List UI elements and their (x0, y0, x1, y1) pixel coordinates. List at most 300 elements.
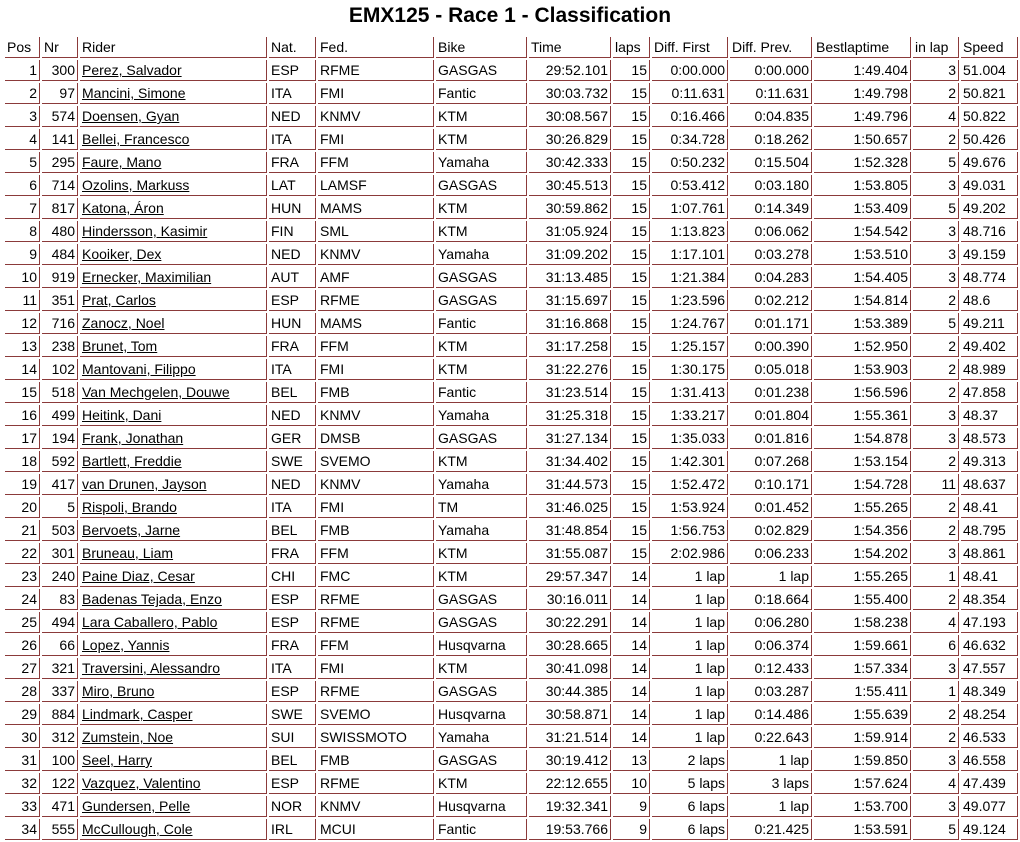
cell-bestlaptime: 1:55.361 (814, 405, 911, 426)
cell-nat: BEL (269, 750, 316, 771)
rider-link[interactable]: Heitink, Dani (82, 407, 162, 423)
cell-pos: 31 (5, 750, 40, 771)
cell-diff-prev: 1 lap (730, 796, 812, 817)
cell-laps: 15 (613, 428, 650, 449)
cell-diff-first: 1 lap (652, 681, 728, 702)
cell-bestlaptime: 1:53.154 (814, 451, 911, 472)
cell-time: 30:41.098 (529, 658, 611, 679)
cell-speed: 48.41 (961, 497, 1018, 518)
cell-bike: KTM (436, 359, 527, 380)
cell-nr: 480 (42, 221, 78, 242)
cell-diff-prev: 0:04.283 (730, 267, 812, 288)
cell-time: 31:48.854 (529, 520, 611, 541)
table-row (5, 405, 1018, 426)
cell-nat: ITA (269, 129, 316, 150)
cell-fed: LAMSF (318, 175, 434, 196)
cell-bestlaptime: 1:49.404 (814, 60, 911, 81)
rider-link[interactable]: Katona, Áron (82, 200, 164, 216)
cell-laps: 15 (613, 221, 650, 242)
cell-laps: 15 (613, 129, 650, 150)
cell-bike: Yamaha (436, 520, 527, 541)
cell-pos: 26 (5, 635, 40, 656)
cell-pos: 25 (5, 612, 40, 633)
cell-pos: 28 (5, 681, 40, 702)
cell-nr: 592 (42, 451, 78, 472)
rider-link[interactable]: Bellei, Francesco (82, 131, 190, 147)
cell-laps: 9 (613, 796, 650, 817)
cell-fed: KNMV (318, 106, 434, 127)
cell-time: 31:34.402 (529, 451, 611, 472)
cell-in-lap: 3 (913, 221, 959, 242)
cell-bike: Yamaha (436, 405, 527, 426)
cell-bestlaptime: 1:54.356 (814, 520, 911, 541)
cell-nr: 240 (42, 566, 78, 587)
rider-link[interactable]: Frank, Jonathan (82, 430, 184, 446)
cell-laps: 9 (613, 819, 650, 840)
cell-nr: 300 (42, 60, 78, 81)
cell-in-lap: 5 (913, 819, 959, 840)
cell-diff-first: 1:25.157 (652, 336, 728, 357)
rider-link[interactable]: Ernecker, Maximilian (82, 269, 212, 285)
cell-diff-first: 1:31.413 (652, 382, 728, 403)
cell-speed: 49.077 (961, 796, 1018, 817)
cell-time: 30:28.665 (529, 635, 611, 656)
cell-rider (80, 658, 267, 679)
cell-diff-prev: 0:12.433 (730, 658, 812, 679)
cell-nat: ITA (269, 359, 316, 380)
cell-time: 31:17.258 (529, 336, 611, 357)
cell-in-lap: 3 (913, 267, 959, 288)
cell-bestlaptime: 1:54.814 (814, 290, 911, 311)
rider-link[interactable]: Mantovani, Filippo (82, 361, 196, 377)
cell-rider (80, 405, 267, 426)
cell-rider (80, 773, 267, 794)
table-row (5, 336, 1018, 357)
cell-diff-first: 1:17.101 (652, 244, 728, 265)
cell-diff-prev: 0:05.018 (730, 359, 812, 380)
cell-nr: 295 (42, 152, 78, 173)
table-row (5, 152, 1018, 173)
cell-bike: KTM (436, 221, 527, 242)
rider-link[interactable]: Mancini, Simone (82, 85, 186, 101)
rider-link[interactable]: Faure, Mano (82, 154, 162, 170)
cell-laps: 15 (613, 175, 650, 196)
column-header-nr: Nr (42, 37, 78, 58)
cell-nat: NED (269, 405, 316, 426)
cell-fed: FMC (318, 566, 434, 587)
cell-fed: SWISSMOTO (318, 727, 434, 748)
cell-bestlaptime: 1:53.389 (814, 313, 911, 334)
cell-rider (80, 681, 267, 702)
rider-link[interactable]: Doensen, Gyan (82, 108, 180, 124)
cell-diff-prev: 0:04.835 (730, 106, 812, 127)
cell-bestlaptime: 1:52.950 (814, 336, 911, 357)
column-header-laps: laps (613, 37, 650, 58)
cell-nr: 884 (42, 704, 78, 725)
cell-in-lap: 4 (913, 612, 959, 633)
cell-time: 30:16.011 (529, 589, 611, 610)
cell-rider (80, 750, 267, 771)
cell-time: 30:22.291 (529, 612, 611, 633)
cell-fed: MAMS (318, 313, 434, 334)
cell-nr: 471 (42, 796, 78, 817)
cell-diff-first: 0:50.232 (652, 152, 728, 173)
rider-link[interactable]: Rispoli, Brando (82, 499, 177, 515)
cell-pos: 27 (5, 658, 40, 679)
cell-bike: Yamaha (436, 727, 527, 748)
cell-diff-prev: 0:01.171 (730, 313, 812, 334)
cell-nr: 66 (42, 635, 78, 656)
cell-diff-first: 1:56.753 (652, 520, 728, 541)
cell-time: 31:22.276 (529, 359, 611, 380)
rider-link[interactable]: van Drunen, Jayson (82, 476, 207, 492)
cell-diff-prev: 1 lap (730, 750, 812, 771)
cell-diff-prev: 0:11.631 (730, 83, 812, 104)
cell-speed: 48.716 (961, 221, 1018, 242)
cell-fed: FFM (318, 543, 434, 564)
cell-fed: FMI (318, 497, 434, 518)
cell-rider (80, 819, 267, 840)
cell-pos: 21 (5, 520, 40, 541)
cell-nat: ESP (269, 773, 316, 794)
cell-diff-prev: 0:22.643 (730, 727, 812, 748)
cell-nat: BEL (269, 382, 316, 403)
cell-in-lap: 3 (913, 60, 959, 81)
cell-diff-first: 1 lap (652, 704, 728, 725)
cell-fed: SVEMO (318, 451, 434, 472)
cell-bike: KTM (436, 451, 527, 472)
cell-nr: 499 (42, 405, 78, 426)
cell-diff-prev: 0:03.287 (730, 681, 812, 702)
cell-nr: 141 (42, 129, 78, 150)
cell-diff-first: 2:02.986 (652, 543, 728, 564)
cell-in-lap: 6 (913, 635, 959, 656)
table-row (5, 290, 1018, 311)
cell-rider (80, 198, 267, 219)
cell-laps: 15 (613, 497, 650, 518)
rider-link[interactable]: Brunet, Tom (82, 338, 158, 354)
table-row (5, 175, 1018, 196)
cell-pos: 33 (5, 796, 40, 817)
cell-nat: BEL (269, 520, 316, 541)
cell-nat: CHI (269, 566, 316, 587)
table-row (5, 244, 1018, 265)
cell-laps: 15 (613, 267, 650, 288)
cell-bestlaptime: 1:54.878 (814, 428, 911, 449)
cell-pos: 24 (5, 589, 40, 610)
cell-pos: 17 (5, 428, 40, 449)
cell-pos: 5 (5, 152, 40, 173)
table-row (5, 451, 1018, 472)
cell-bestlaptime: 1:57.334 (814, 658, 911, 679)
cell-diff-first: 5 laps (652, 773, 728, 794)
cell-nat: ESP (269, 60, 316, 81)
rider-link[interactable]: Perez, Salvador (82, 62, 182, 78)
cell-nr: 97 (42, 83, 78, 104)
cell-bike: Husqvarna (436, 635, 527, 656)
cell-pos: 16 (5, 405, 40, 426)
cell-pos: 12 (5, 313, 40, 334)
cell-in-lap: 3 (913, 244, 959, 265)
cell-time: 31:13.485 (529, 267, 611, 288)
cell-speed: 48.349 (961, 681, 1018, 702)
rider-link[interactable]: McCullough, Cole (82, 821, 193, 837)
cell-nat: NED (269, 474, 316, 495)
cell-nat: IRL (269, 819, 316, 840)
cell-nat: FRA (269, 635, 316, 656)
cell-bike: KTM (436, 129, 527, 150)
cell-fed: KNMV (318, 405, 434, 426)
cell-diff-first: 1 lap (652, 589, 728, 610)
cell-rider (80, 60, 267, 81)
cell-bestlaptime: 1:49.798 (814, 83, 911, 104)
cell-in-lap: 2 (913, 704, 959, 725)
cell-pos: 18 (5, 451, 40, 472)
cell-bestlaptime: 1:53.409 (814, 198, 911, 219)
cell-diff-first: 1 lap (652, 727, 728, 748)
cell-speed: 49.202 (961, 198, 1018, 219)
cell-speed: 49.313 (961, 451, 1018, 472)
rider-link[interactable]: Paine Diaz, Cesar (82, 568, 195, 584)
table-row (5, 129, 1018, 150)
cell-diff-prev: 0:03.278 (730, 244, 812, 265)
cell-speed: 49.402 (961, 336, 1018, 357)
cell-nat: NED (269, 106, 316, 127)
cell-fed: FMB (318, 520, 434, 541)
cell-bike: Yamaha (436, 152, 527, 173)
cell-speed: 46.533 (961, 727, 1018, 748)
cell-in-lap: 3 (913, 796, 959, 817)
cell-diff-prev: 0:10.171 (730, 474, 812, 495)
rider-link[interactable]: Bruneau, Liam (82, 545, 174, 561)
table-row (5, 681, 1018, 702)
cell-pos: 34 (5, 819, 40, 840)
cell-diff-prev: 0:01.804 (730, 405, 812, 426)
cell-rider (80, 129, 267, 150)
cell-pos: 32 (5, 773, 40, 794)
cell-laps: 15 (613, 543, 650, 564)
cell-bike: Fantic (436, 313, 527, 334)
rider-link[interactable]: Van Mechgelen, Douwe (82, 384, 230, 400)
cell-time: 30:45.513 (529, 175, 611, 196)
cell-rider (80, 336, 267, 357)
rider-link[interactable]: Kooiker, Dex (82, 246, 162, 262)
cell-speed: 49.676 (961, 152, 1018, 173)
cell-time: 31:21.514 (529, 727, 611, 748)
cell-bike: GASGAS (436, 267, 527, 288)
cell-time: 30:44.385 (529, 681, 611, 702)
rider-link[interactable]: Seel, Harry (82, 752, 153, 768)
cell-diff-prev: 0:18.664 (730, 589, 812, 610)
rider-link[interactable]: Bartlett, Freddie (82, 453, 182, 469)
cell-rider (80, 428, 267, 449)
cell-rider (80, 290, 267, 311)
cell-nat: ESP (269, 589, 316, 610)
cell-rider (80, 474, 267, 495)
cell-diff-first: 0:34.728 (652, 129, 728, 150)
cell-laps: 15 (613, 405, 650, 426)
cell-bike: GASGAS (436, 60, 527, 81)
cell-diff-first: 1:33.217 (652, 405, 728, 426)
column-header-pos: Pos (5, 37, 40, 58)
cell-speed: 49.031 (961, 175, 1018, 196)
cell-nr: 83 (42, 589, 78, 610)
cell-nat: SWE (269, 451, 316, 472)
cell-diff-first: 1 lap (652, 635, 728, 656)
column-header-nat: Nat. (269, 37, 316, 58)
cell-diff-prev: 0:06.062 (730, 221, 812, 242)
cell-nat: AUT (269, 267, 316, 288)
cell-pos: 22 (5, 543, 40, 564)
page-title: EMX125 - Race 1 - Classification (348, 4, 672, 27)
cell-laps: 15 (613, 359, 650, 380)
cell-pos: 7 (5, 198, 40, 219)
rider-link[interactable]: Hindersson, Kasimir (82, 223, 208, 239)
cell-bike: GASGAS (436, 290, 527, 311)
cell-bestlaptime: 1:58.238 (814, 612, 911, 633)
rider-link[interactable]: Badenas Tejada, Enzo (82, 591, 222, 607)
rider-link[interactable]: Bervoets, Jarne (82, 522, 181, 538)
cell-diff-prev: 0:02.829 (730, 520, 812, 541)
cell-diff-prev: 0:03.180 (730, 175, 812, 196)
cell-speed: 46.632 (961, 635, 1018, 656)
cell-bestlaptime: 1:54.405 (814, 267, 911, 288)
rider-link[interactable]: Lindmark, Casper (82, 706, 193, 722)
cell-diff-prev: 0:18.262 (730, 129, 812, 150)
cell-pos: 11 (5, 290, 40, 311)
cell-diff-first: 1:53.924 (652, 497, 728, 518)
rider-link[interactable]: Lara Caballero, Pablo (82, 614, 218, 630)
cell-pos: 9 (5, 244, 40, 265)
cell-time: 31:15.697 (529, 290, 611, 311)
cell-diff-prev: 0:06.374 (730, 635, 812, 656)
cell-speed: 48.989 (961, 359, 1018, 380)
cell-fed: KNMV (318, 244, 434, 265)
cell-speed: 46.558 (961, 750, 1018, 771)
table-row (5, 704, 1018, 725)
cell-diff-first: 6 laps (652, 796, 728, 817)
cell-pos: 29 (5, 704, 40, 725)
cell-fed: MCUI (318, 819, 434, 840)
cell-bike: GASGAS (436, 428, 527, 449)
cell-diff-first: 0:00.000 (652, 60, 728, 81)
cell-bestlaptime: 1:57.624 (814, 773, 911, 794)
cell-diff-prev: 0:02.212 (730, 290, 812, 311)
cell-speed: 50.821 (961, 83, 1018, 104)
cell-nr: 919 (42, 267, 78, 288)
cell-bestlaptime: 1:54.728 (814, 474, 911, 495)
cell-bike: Yamaha (436, 474, 527, 495)
column-header-in-lap: in lap (913, 37, 959, 58)
cell-time: 30:19.412 (529, 750, 611, 771)
cell-in-lap: 2 (913, 359, 959, 380)
rider-link[interactable]: Traversini, Alessandro (82, 660, 220, 676)
cell-laps: 15 (613, 152, 650, 173)
rider-link[interactable]: Zumstein, Noe (82, 729, 174, 745)
column-header-rider: Rider (80, 37, 267, 58)
cell-in-lap: 3 (913, 750, 959, 771)
cell-bestlaptime: 1:53.805 (814, 175, 911, 196)
cell-bike: KTM (436, 336, 527, 357)
cell-fed: FMI (318, 658, 434, 679)
cell-speed: 47.557 (961, 658, 1018, 679)
cell-nat: NED (269, 244, 316, 265)
cell-speed: 49.211 (961, 313, 1018, 334)
table-row (5, 428, 1018, 449)
cell-fed: RFME (318, 681, 434, 702)
rider-link[interactable]: Zanocz, Noel (82, 315, 165, 331)
cell-time: 31:25.318 (529, 405, 611, 426)
cell-nr: 817 (42, 198, 78, 219)
cell-nat: ESP (269, 681, 316, 702)
rider-link[interactable]: Miro, Bruno (82, 683, 155, 699)
cell-in-lap: 4 (913, 106, 959, 127)
table-row (5, 543, 1018, 564)
cell-rider (80, 175, 267, 196)
cell-nr: 351 (42, 290, 78, 311)
cell-rider (80, 543, 267, 564)
cell-laps: 14 (613, 589, 650, 610)
cell-speed: 48.573 (961, 428, 1018, 449)
cell-in-lap: 11 (913, 474, 959, 495)
rider-link[interactable]: Gundersen, Pelle (82, 798, 191, 814)
table-row (5, 106, 1018, 127)
cell-in-lap: 2 (913, 497, 959, 518)
cell-laps: 15 (613, 198, 650, 219)
cell-laps: 15 (613, 313, 650, 334)
cell-time: 30:08.567 (529, 106, 611, 127)
cell-diff-prev: 0:01.816 (730, 428, 812, 449)
table-row (5, 796, 1018, 817)
cell-fed: AMF (318, 267, 434, 288)
cell-laps: 15 (613, 474, 650, 495)
cell-in-lap: 2 (913, 336, 959, 357)
cell-laps: 15 (613, 244, 650, 265)
header-row (5, 37, 1018, 58)
cell-pos: 2 (5, 83, 40, 104)
cell-rider (80, 635, 267, 656)
rider-link[interactable]: Vazquez, Valentino (82, 775, 201, 791)
rider-link[interactable]: Prat, Carlos (82, 292, 156, 308)
table-row (5, 198, 1018, 219)
rider-link[interactable]: Ozolins, Markuss (82, 177, 190, 193)
cell-time: 30:03.732 (529, 83, 611, 104)
cell-in-lap: 5 (913, 313, 959, 334)
cell-nr: 503 (42, 520, 78, 541)
cell-in-lap: 3 (913, 175, 959, 196)
cell-diff-prev: 0:01.238 (730, 382, 812, 403)
cell-bestlaptime: 1:55.411 (814, 681, 911, 702)
cell-nat: ESP (269, 612, 316, 633)
column-header-diff-first: Diff. First (652, 37, 728, 58)
cell-nat: FIN (269, 221, 316, 242)
cell-speed: 47.193 (961, 612, 1018, 633)
cell-bike: Yamaha (436, 244, 527, 265)
cell-pos: 19 (5, 474, 40, 495)
cell-laps: 14 (613, 612, 650, 633)
cell-pos: 1 (5, 60, 40, 81)
column-header-bestlaptime: Bestlaptime (814, 37, 911, 58)
cell-diff-prev: 0:06.233 (730, 543, 812, 564)
cell-in-lap: 3 (913, 428, 959, 449)
cell-bestlaptime: 1:59.850 (814, 750, 911, 771)
cell-bestlaptime: 1:54.542 (814, 221, 911, 242)
cell-laps: 10 (613, 773, 650, 794)
cell-diff-first: 0:53.412 (652, 175, 728, 196)
cell-in-lap: 2 (913, 83, 959, 104)
table-row (5, 635, 1018, 656)
rider-link[interactable]: Lopez, Yannis (82, 637, 170, 653)
